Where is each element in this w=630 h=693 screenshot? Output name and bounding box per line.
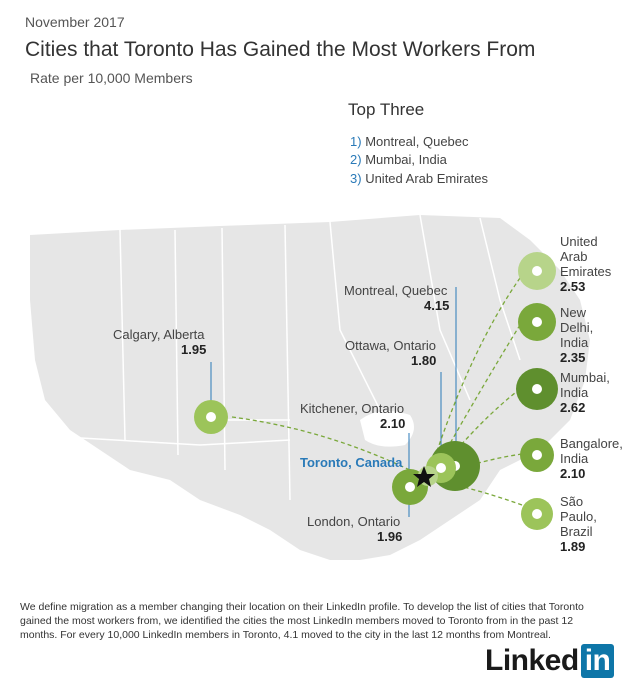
top-three-name: Mumbai, India	[365, 152, 447, 167]
calgary-marker-center	[206, 412, 216, 422]
bangalore-label	[560, 436, 628, 481]
city-name: Ottawa, Ontario	[345, 338, 437, 353]
newdelhi-marker-center	[532, 317, 542, 327]
top-three-rank: 2)	[350, 152, 362, 167]
uae-label	[560, 234, 622, 294]
city-name: United Arab Emirates	[560, 234, 612, 279]
city-value: 1.89	[560, 539, 586, 554]
saopaulo-label	[560, 494, 620, 554]
mumbai-label	[560, 370, 620, 415]
top-three-title: Top Three	[348, 100, 425, 119]
newdelhi-label	[560, 305, 620, 365]
linkedin-logo-text: Linked	[485, 644, 579, 677]
toronto-label: Toronto, Canada	[300, 455, 403, 470]
top-three-rank: 1)	[350, 134, 362, 149]
city-value: 1.80	[411, 353, 437, 368]
footnote: We define migration as a member changing their location on their LinkedIn profile. To develop the list of cities that Toronto gained the most workers from, we identified the cities the most LinkedIn members moved to Toronto from in the past 12 months. For every 10,000 LinkedIn members in Toronto, 4.1 moved to the city in the last 12 months from Montreal.	[20, 601, 584, 641]
top-three-name: Montreal, Quebec	[365, 134, 469, 149]
top-three-name: United Arab Emirates	[365, 171, 489, 186]
city-name: Montreal, Quebec	[344, 283, 448, 298]
page-subtitle: Rate per 10,000 Members	[30, 70, 193, 86]
top-three-item	[350, 134, 469, 149]
city-value: 1.95	[181, 342, 207, 357]
montreal-label	[344, 283, 454, 313]
city-name: London, Ontario	[307, 514, 401, 529]
city-name: Kitchener, Ontario	[300, 401, 405, 416]
city-name: Calgary, Alberta	[113, 327, 205, 342]
city-value: 2.35	[560, 350, 586, 365]
london-label	[307, 514, 407, 544]
report-date: November 2017	[25, 14, 125, 30]
calgary-label	[113, 327, 213, 357]
city-value: 2.53	[560, 279, 586, 294]
city-name: São Paulo, Brazil	[560, 494, 597, 539]
city-name: New Delhi, India	[560, 305, 594, 350]
city-value: 2.10	[380, 416, 406, 431]
top-three-rank: 3)	[350, 171, 362, 186]
city-name: Mumbai, India	[560, 370, 610, 400]
city-value: 2.10	[560, 466, 586, 481]
linkedin-logo	[485, 644, 614, 678]
linkedin-logo-box: in	[581, 644, 615, 678]
kitchener-label	[300, 401, 410, 431]
top-three-item	[350, 171, 488, 186]
page-title: Cities that Toronto Has Gained the Most Workers From	[25, 38, 536, 61]
city-value: 4.15	[424, 298, 450, 313]
city-value: 1.96	[377, 529, 403, 544]
map-land	[30, 215, 590, 560]
ottawa-marker-center	[436, 463, 446, 473]
uae-marker-center	[532, 266, 542, 276]
city-value: 2.62	[560, 400, 586, 415]
mumbai-marker-center	[532, 384, 542, 394]
city-name: Bangalore, India	[560, 436, 623, 466]
ottawa-label	[345, 338, 445, 368]
saopaulo-marker-center	[532, 509, 542, 519]
top-three-item	[350, 152, 447, 167]
london-marker-center	[405, 482, 415, 492]
bangalore-marker-center	[532, 450, 542, 460]
